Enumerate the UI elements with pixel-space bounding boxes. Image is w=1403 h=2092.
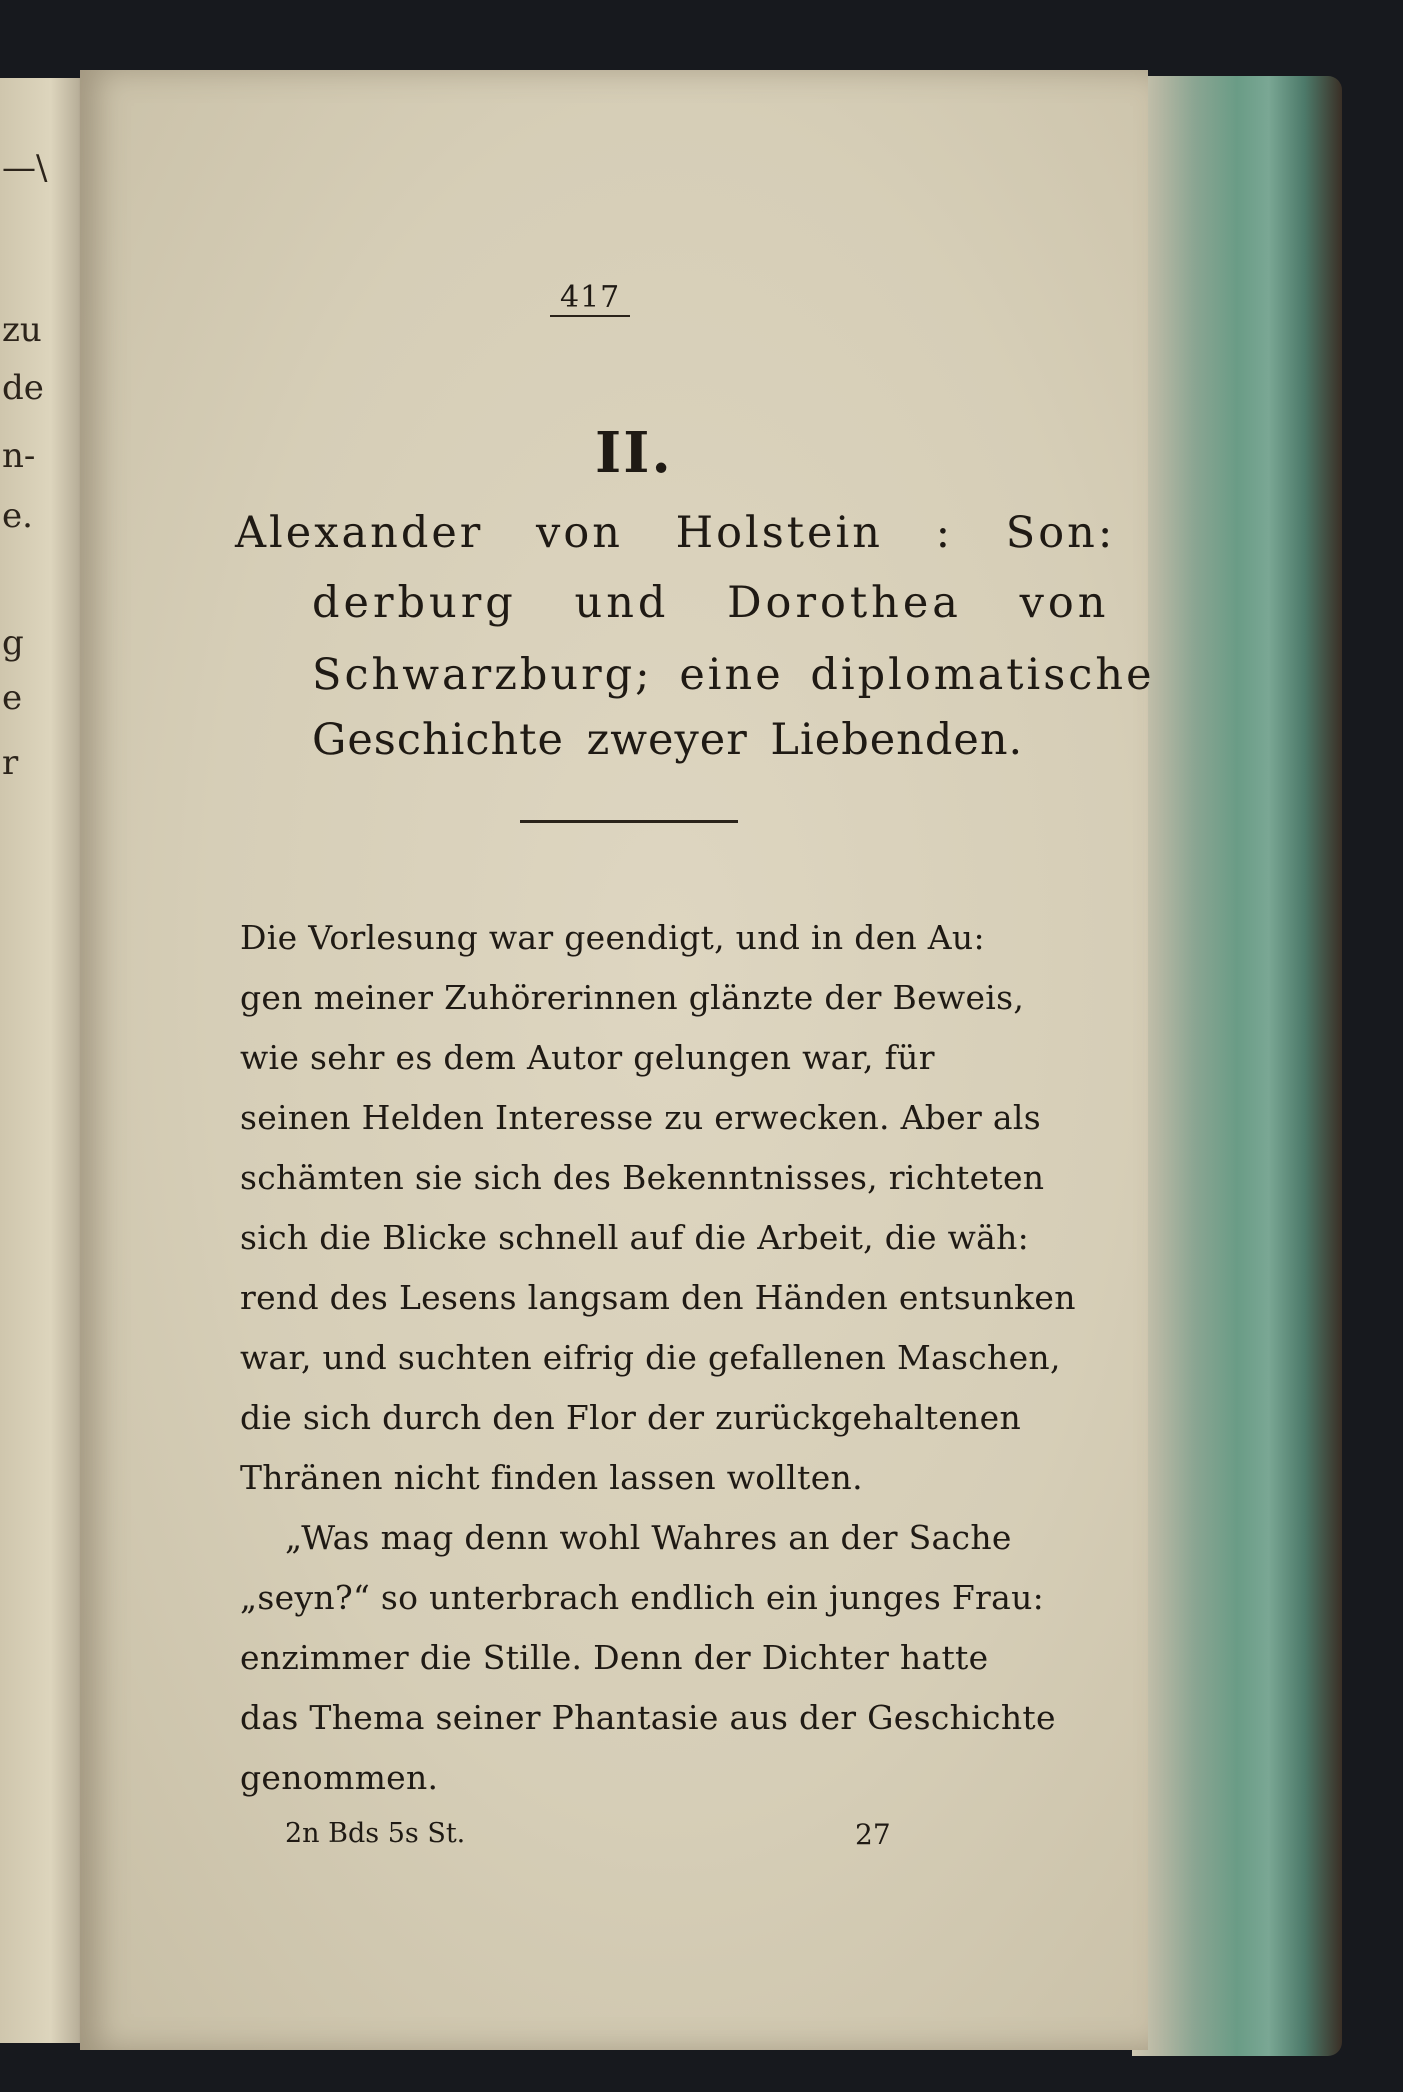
body-line: wie sehr es dem Autor gelungen war, für: [240, 1038, 935, 1077]
sheet-number: 27: [855, 1818, 891, 1851]
left-fragment: zu: [2, 310, 42, 350]
left-fragment: n-: [2, 436, 36, 476]
section-divider: [520, 820, 738, 823]
body-line: enzimmer die Stille. Denn der Dichter hatte: [240, 1638, 989, 1677]
body-line: sich die Blicke schnell auf die Arbeit, die wäh:: [240, 1218, 1030, 1257]
left-fragment: e.: [2, 496, 33, 536]
body-line: Die Vorlesung war geendigt, und in den Au:: [240, 918, 985, 957]
body-line: war, und suchten eifrig die gefallenen Maschen,: [240, 1338, 1061, 1377]
title-line: Schwarzburg; eine diplomatische: [312, 650, 1155, 700]
body-line: „seyn?“ so unterbrach endlich ein junges Frau:: [240, 1578, 1045, 1617]
chapter-heading: II.: [595, 420, 673, 486]
body-line: rend des Lesens langsam den Händen entsunken: [240, 1278, 1076, 1317]
body-line: schämten sie sich des Bekenntnisses, richteten: [240, 1158, 1045, 1197]
body-line: das Thema seiner Phantasie aus der Geschichte: [240, 1698, 1056, 1737]
body-line: gen meiner Zuhörerinnen glänzte der Beweis,: [240, 978, 1025, 1017]
page-number: 417: [550, 280, 630, 317]
title-line: Alexander von Holstein : Son:: [235, 508, 1116, 558]
left-fragment: de: [2, 368, 44, 408]
body-line: genommen.: [240, 1758, 439, 1797]
title-line: derburg und Dorothea von: [312, 578, 1110, 628]
body-line: „Was mag denn wohl Wahres an der Sache: [285, 1518, 1012, 1557]
left-fragment: r: [2, 743, 19, 783]
left-page-edge: [0, 78, 92, 2043]
signature-mark: 2n Bds 5s St.: [285, 1818, 466, 1849]
page-block-edge: [1132, 76, 1342, 2056]
book-page: [80, 70, 1155, 2050]
body-line: seinen Helden Interesse zu erwecken. Aber als: [240, 1098, 1041, 1137]
left-fragment: g: [2, 623, 24, 663]
left-fragment: —\: [2, 148, 48, 188]
body-line: die sich durch den Flor der zurückgehaltenen: [240, 1398, 1021, 1437]
body-line: Thränen nicht finden lassen wollten.: [240, 1458, 863, 1497]
left-fragment: e: [2, 678, 23, 718]
title-line: Geschichte zweyer Liebenden.: [312, 715, 1024, 765]
left-page-fragments: [0, 78, 92, 2043]
